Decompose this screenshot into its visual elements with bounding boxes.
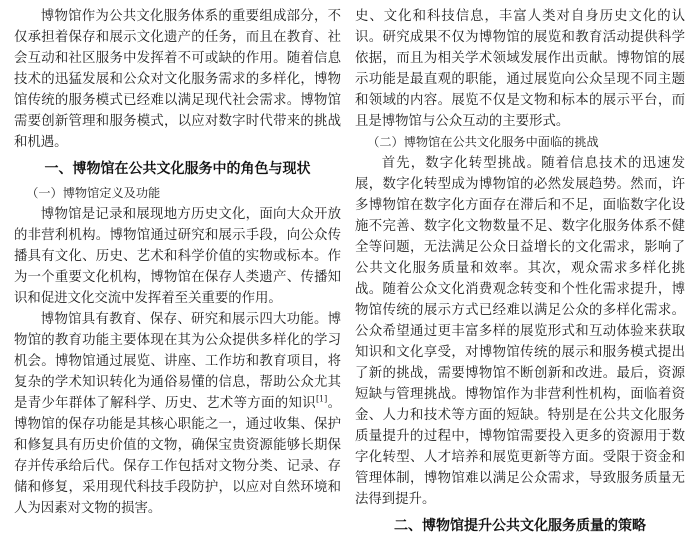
functions-text-part2: 。博物馆的保存功能是其核心职能之一，通过收集、保护和修复具有历史价值的文物，确保宝贵资源能够长期保存并传承给后代。保存工作包括对文物分类、记录、存储和修复，采用现代科技手段防护，以应对自然环境和人为因素对文物的损害。 xyxy=(14,396,342,516)
functions-text-part1: 博物馆具有教育、保存、研究和展示四大功能。博物馆的教育功能主要体现在其为公众提供多样化的学习机会。博物馆通过展览、讲座、工作坊和教育项目，将复杂的学术知识转化为通俗易懂的信息，帮助公众尤其是青少年群体了解科学、历史、艺术等方面的知识 xyxy=(14,312,341,411)
right-column xyxy=(355,6,685,540)
section-1-heading: 一、博物馆在公共文化服务中的角色与现状 xyxy=(44,161,311,177)
definition-paragraph: 博物馆是记录和展现地方历史文化，面向大众开放的非营利机构。博物馆通过研究和展示手段，向公众传播具有文化、历史、艺术和科学价值的实物或标本。作为一个重要文化机构，博物馆在保存人类遗产、传播知识和促进文化交流中发挥着至关重要的作用。 xyxy=(14,207,341,306)
left-column xyxy=(14,6,341,519)
subsection-2-heading: （二）博物馆在公共文化服务中面临的挑战 xyxy=(367,135,599,149)
intro-paragraph: 博物馆作为公共文化服务体系的重要组成部分，不仅承担着保存和展示文化遗产的任务，而且在教育、社会互动和社区服务中发挥着不可或缺的作用。随着信息技术的迅猛发展和公众对文化服务需求的多样化，博物馆传统的服务模式已经难以满足现代社会需求。博物馆需要创新管理和服务模式，以应对数字时代带来的挑战和机遇。 xyxy=(14,9,341,150)
subsection-1-heading: （一）博物馆定义及功能 xyxy=(26,186,161,200)
challenges-paragraph: 首先，数字化转型挑战。随着信息技术的迅速发展，数字化转型成为博物馆的必然发展趋势。然而，许多博物馆在数字化方面存在滞后和不足，面临数字化设施不完善、数字化文物数量不足、数字化服务体系不健全等问题，无法满足公众日益增长的文化需求，影响了公共文化服务质量和效率。其次，观众需求多样化挑战。随着公众文化消费观念转变和个性化需求提升，博物馆传统的展示方式已经难以满足公众的多样化需求。公众希望通过更丰富多样的展览形式和互动体验来获取知识和文化享受，对博物馆传统的展示和服务模式提出了新的挑战，需要博物馆不断创新和改进。最后，资源短缺与管理挑战。博物馆作为非营利性机构，面临着资金、人力和技术等方面的短缺。特别是在公共文化服务质量提升的过程中，博物馆需要投入更多的资源用于数字化转型、人才培养和展览更新等方面。受限于资金和管理体制，博物馆难以满足公众需求，导致服务质量无法得到提升。 xyxy=(355,156,685,507)
citation-marker: [1] xyxy=(315,394,328,404)
research-display-paragraph: 史、文化和科技信息，丰富人类对自身历史文化的认识。研究成果不仅为博物馆的展览和教育活动提供科学依据，而且为相关学术领域发展作出贡献。博物馆的展示功能是最直观的职能，通过展览向公众呈现不同主题和领域的内容。展览不仅是文物和标本的展示平台，而且是博物馆与公众互动的主要形式。 xyxy=(355,9,685,129)
functions-paragraph xyxy=(14,309,341,519)
section-2-heading: 二、博物馆提升公共文化服务质量的策略 xyxy=(394,518,646,534)
